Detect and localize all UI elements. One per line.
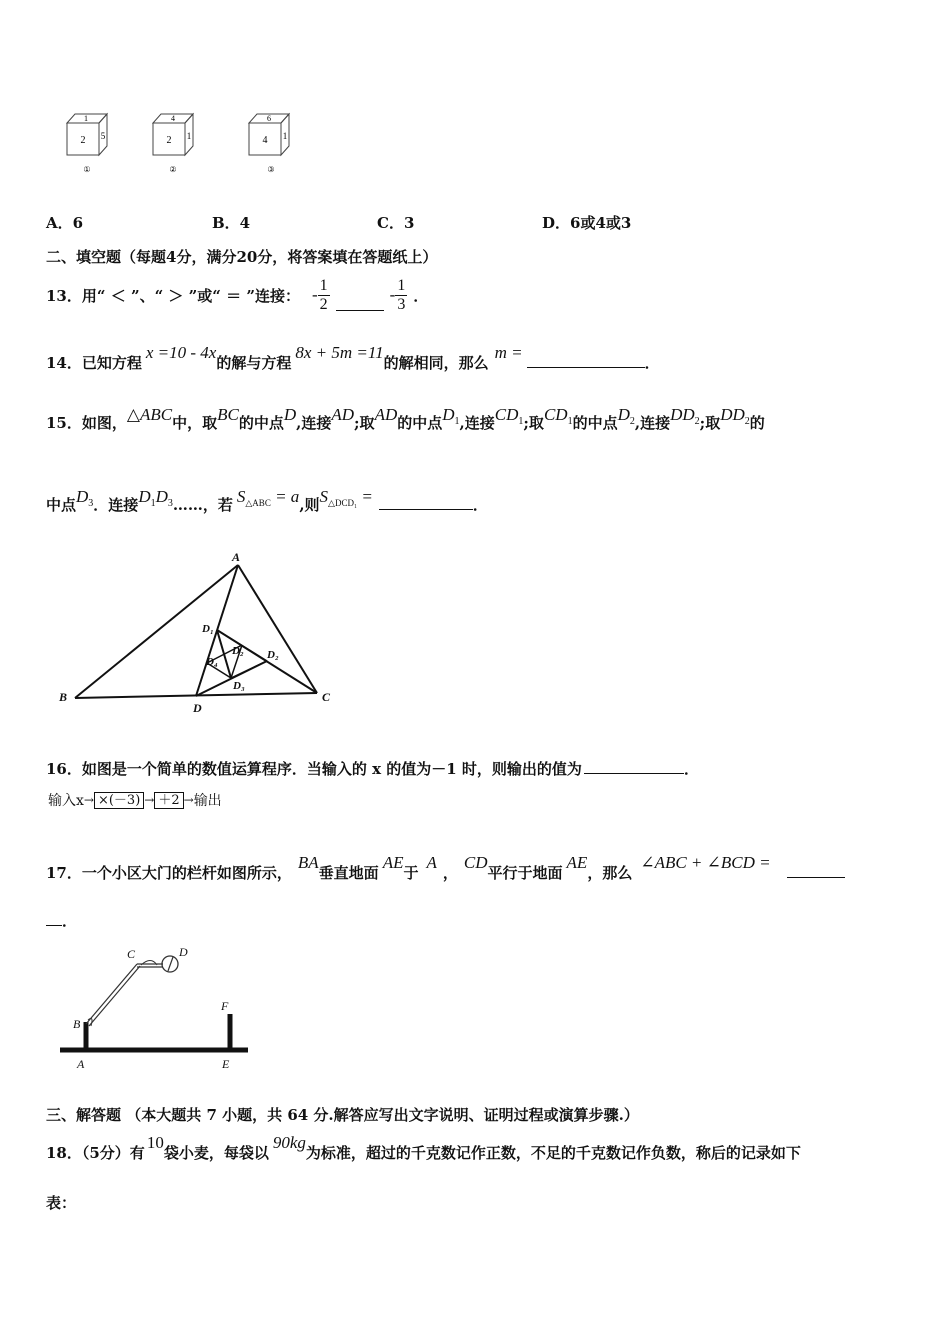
q18-text: 18．（5分）有 <box>46 1144 145 1162</box>
q15-d1d3-sub: 1 <box>150 498 156 509</box>
q15-area-2-eq: = <box>361 487 373 506</box>
flow-op-multiply: ×(－3) <box>94 792 144 809</box>
q16-answer-blank[interactable] <box>584 759 684 774</box>
fig17-label-d: D <box>179 945 188 959</box>
cube-2-top: 4 <box>171 114 175 123</box>
q15-cd1: CD <box>543 405 568 424</box>
cube-1-caption: ① <box>83 165 91 174</box>
fig17-label-b: B <box>73 1017 81 1031</box>
fig15-label-d: D <box>193 701 202 715</box>
fig15-label-d2: D₂ <box>267 649 279 661</box>
q15-text: 的中点 <box>238 414 284 432</box>
figure-17-gate <box>55 940 255 1076</box>
cube-3-front: 4 <box>262 135 268 146</box>
q17-text: ，那么 <box>587 864 633 882</box>
q18-text: 为标准，超过的千克数记作正数，不足的千克数记作负数，称后的记录如下 <box>305 1144 801 1162</box>
cube-2-caption: ② <box>169 165 177 174</box>
arrow-right-icon: → <box>183 793 194 807</box>
fig17-label-a: A <box>77 1057 85 1071</box>
arrow-right-icon: → <box>83 793 94 807</box>
q15-d1d3: D <box>138 487 151 506</box>
q15-text: 的中点 <box>397 414 443 432</box>
q15-d: D <box>283 405 297 424</box>
q15-area-2: S <box>319 487 329 506</box>
q17-end: ． <box>62 912 78 930</box>
q15-area-1: S <box>236 487 246 506</box>
q16-flowchart <box>48 790 222 810</box>
q17-text: 平行于地面 <box>487 864 563 882</box>
q15-dd2: DD <box>720 405 745 424</box>
q14-var: m = <box>494 343 523 362</box>
cube-2-right: 1 <box>186 131 192 141</box>
cube-3-top: 6 <box>267 114 271 123</box>
q15-dd2-sub: 2 <box>744 416 750 427</box>
q15-cd1: CD <box>494 405 519 424</box>
q17-text: 垂直地面 <box>318 864 379 882</box>
fig17-label-e: E <box>222 1057 230 1071</box>
q15-d2-sub: 2 <box>629 416 635 427</box>
cube-3 <box>249 114 289 174</box>
q17-text: ， <box>442 864 458 882</box>
q15-area-1-sub: △ABC <box>245 498 271 508</box>
q15-text: ,连接 <box>459 414 495 432</box>
q15-text: 的中点 <box>572 414 618 432</box>
q15-end: ． <box>472 496 488 514</box>
q18-text: 袋小麦，每袋以 <box>163 1144 269 1162</box>
q17-answer-blank-cont[interactable] <box>46 911 62 926</box>
q15-cd1-sub: 1 <box>518 416 524 427</box>
section-2-title: 二、填空题（每题4分，满分20分，将答案填在答题纸上） <box>46 248 438 266</box>
question-13 <box>46 272 428 318</box>
q13-den-2: 3 <box>397 295 406 313</box>
q13-answer-blank[interactable] <box>336 296 384 311</box>
cube-2 <box>153 114 193 174</box>
q13-minus-2: - <box>389 285 396 304</box>
q15-d1d3-sub: 3 <box>167 498 173 509</box>
q15-ad: AD <box>331 405 355 424</box>
q17-ba: BA <box>297 853 319 872</box>
cube-3-right: 1 <box>282 131 288 141</box>
option-c: C．3 <box>377 214 415 232</box>
flow-output: 输出 <box>193 793 222 809</box>
q15-dd2-sub: 2 <box>694 416 700 427</box>
q15-text: ;取 <box>523 414 544 432</box>
q17-cd: CD <box>463 853 488 872</box>
q17-text: 17．一个小区大门的栏杆如图所示， <box>46 864 292 882</box>
q15-d1d3: D <box>155 487 168 506</box>
q13-end: ． <box>413 286 429 305</box>
q15-text: 的 <box>749 414 765 432</box>
question-16 <box>46 758 699 779</box>
q16-end: ． <box>683 760 699 778</box>
fig17-label-f: F <box>221 999 229 1013</box>
arrow-right-icon: → <box>144 793 155 807</box>
figure-15-triangle <box>55 548 355 718</box>
q18-standard-weight: 90kg <box>272 1133 306 1152</box>
q13-minus-1: - <box>311 285 318 304</box>
q17-line-2 <box>46 910 77 931</box>
option-a: A．6 <box>46 214 84 232</box>
q14-answer-blank[interactable] <box>527 353 645 368</box>
fig15-label-d4: D₄ <box>206 656 218 668</box>
q14-equation-1: x =10 - 4x <box>145 343 217 362</box>
cube-1-top: 1 <box>84 114 88 123</box>
fig17-label-c: C <box>127 947 136 961</box>
q13-den-1: 2 <box>319 295 328 313</box>
q15-area-2-sub: △DCD₁ <box>328 498 358 508</box>
q14-mid2: 的解相同，那么 <box>383 354 489 372</box>
q14-label: 14．已知方程 <box>46 354 142 372</box>
q15-text: ……，若 <box>172 496 233 514</box>
option-d: D．6或4或3 <box>542 214 632 232</box>
cube-1-front: 2 <box>80 135 86 146</box>
q15-d3: D <box>76 487 89 506</box>
question-14 <box>46 343 660 373</box>
q15-bc: BC <box>217 405 239 424</box>
svg-text:D₂: D₂ <box>232 645 244 657</box>
fig15-label-a: A <box>232 550 241 564</box>
q15-area-1-eq: = a <box>275 487 300 506</box>
q13-fraction-1 <box>318 277 330 314</box>
q15-triangle: △ABC <box>126 405 173 424</box>
question-17 <box>46 853 845 883</box>
q15-d3-sub: 3 <box>88 498 94 509</box>
q13-label: 13．用“ ＜ ”、“ ＞ ”或“ ＝ ”连接： <box>46 286 300 305</box>
question-18 <box>46 1133 801 1163</box>
flow-op-add: ＋2 <box>154 792 183 809</box>
q13-fraction-2 <box>395 277 407 314</box>
q15-d2: D <box>617 405 630 424</box>
q17-ae: AE <box>566 853 588 872</box>
flow-input: 输入x <box>48 793 84 809</box>
q14-equation-2: 8x + 5m =11 <box>295 343 384 362</box>
q17-ae: AE <box>382 853 404 872</box>
q15-text: ,连接 <box>296 414 332 432</box>
cube-1 <box>67 114 107 174</box>
fig15-label-c: C <box>322 690 331 704</box>
q15-text: 中，取 <box>172 414 218 432</box>
cube-figures <box>55 108 315 178</box>
q15-label: 15．如图， <box>46 414 127 432</box>
q14-end: ． <box>644 354 660 372</box>
q15-text: ．连接 <box>93 496 139 514</box>
edge-ac <box>238 565 317 693</box>
q17-expression: ∠ABC + ∠BCD = <box>640 853 771 872</box>
q15-dd2: DD <box>670 405 695 424</box>
q15-text: 中点 <box>46 496 77 514</box>
q15-answer-blank[interactable] <box>379 495 473 510</box>
q13-num-2: 1 <box>397 276 406 294</box>
fig15-label-b: B <box>59 690 68 704</box>
q15-ad: AD <box>374 405 398 424</box>
q15-d1-sub: 1 <box>454 416 460 427</box>
q15-text: ;取 <box>699 414 721 432</box>
question-15-line-1 <box>46 405 765 435</box>
q17-text: 于 <box>403 864 419 882</box>
q15-d1: D <box>442 405 455 424</box>
cube-1-right: 5 <box>100 131 106 141</box>
fig15-label-d1: D₁ <box>202 623 214 635</box>
q15-text: ,连接 <box>634 414 671 432</box>
q14-mid: 的解与方程 <box>216 354 292 372</box>
q16-text: 16．如图是一个简单的数值运算程序．当输入的 x 的值为－1 时，则输出的值为 <box>46 760 582 778</box>
cube-2-front: 2 <box>166 135 172 146</box>
q15-cd1-sub: 1 <box>567 416 573 427</box>
section-3-title: 三、解答题 （本大题共 7 小题，共 64 分.解答应写出文字说明、证明过程或演算步骤.） <box>46 1106 639 1124</box>
q17-answer-blank[interactable] <box>787 863 845 878</box>
fig15-label-d3: D₃ <box>233 680 245 692</box>
option-b: B．4 <box>212 214 251 232</box>
q17-a: A <box>426 853 437 872</box>
q18-line-2: 表： <box>46 1194 77 1212</box>
cube-3-caption: ③ <box>267 165 275 174</box>
question-15-line-2 <box>46 487 488 517</box>
q13-num-1: 1 <box>319 276 328 294</box>
q15-text: ,则 <box>299 496 320 514</box>
bar-bc <box>86 964 137 1024</box>
q15-text: ;取 <box>354 414 375 432</box>
q18-count: 10 <box>146 1133 164 1152</box>
